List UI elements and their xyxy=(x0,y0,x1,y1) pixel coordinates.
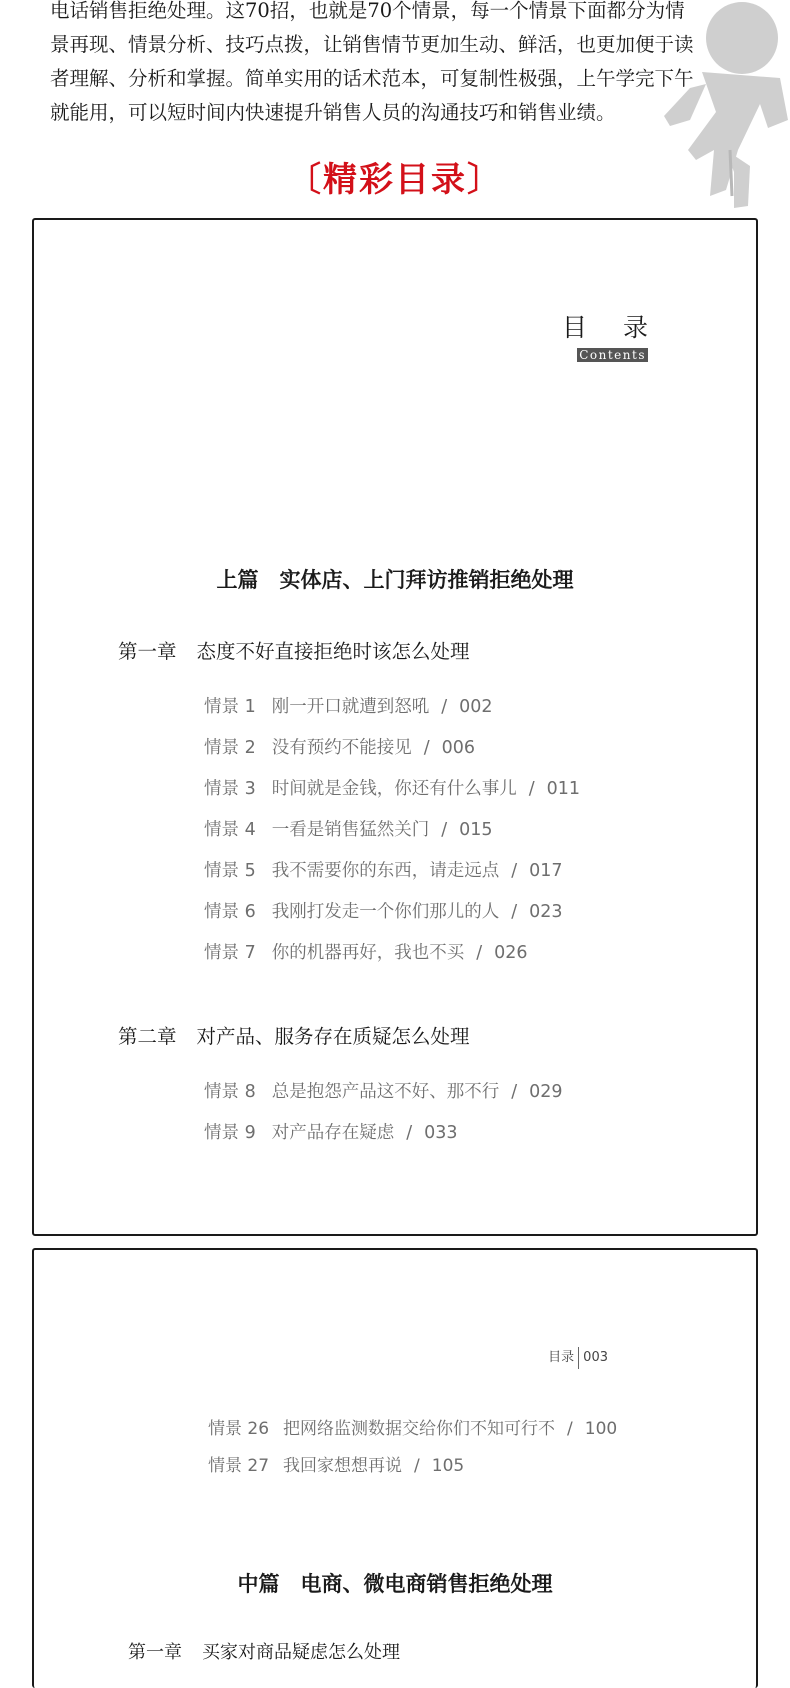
toc-entry xyxy=(204,939,528,964)
scene-title: 没有预约不能接见 xyxy=(271,738,412,758)
running-head-label: 目录 xyxy=(548,1350,575,1365)
separator: / xyxy=(528,779,535,799)
toc-entry xyxy=(204,693,493,718)
separator: / xyxy=(511,902,518,922)
section-title-text: 精彩目录 xyxy=(323,160,467,200)
running-head-divider xyxy=(578,1347,579,1369)
scene-title: 对产品存在疑虑 xyxy=(271,1123,395,1143)
scene-page: 011 xyxy=(546,779,581,799)
chapter-title xyxy=(118,1021,470,1049)
separator: / xyxy=(511,861,518,881)
intro-line: 就能用，可以短时间内快速提升销售人员的沟通技巧和销售业绩。 xyxy=(50,101,616,124)
scene-title: 一看是销售猛然关门 xyxy=(271,820,430,840)
part-title: 中篇 电商、微电商销售拒绝处理 xyxy=(237,1572,553,1596)
chapter-label: 第一章 xyxy=(118,640,177,663)
toc-entry xyxy=(204,1119,458,1144)
intro-line: 景再现、情景分析、技巧点拨，让销售情节更加生动、鲜活，也更加便于读 xyxy=(50,33,694,56)
scene-title: 把网络监测数据交给你们不知可行不 xyxy=(283,1419,556,1439)
separator: / xyxy=(476,943,483,963)
scene-number: 情景 2 xyxy=(204,738,256,758)
separator: / xyxy=(406,1123,413,1143)
toc-heading-title: 目 录 xyxy=(562,313,662,342)
scene-number: 情景 7 xyxy=(204,943,256,963)
intro-line: 电话销售拒绝处理。这70招，也就是70个情景，每一个情景下面都分为情 xyxy=(50,0,685,22)
scene-title: 我刚打发走一个你们那儿的人 xyxy=(271,902,500,922)
toc-entry xyxy=(204,898,563,923)
separator: / xyxy=(441,697,448,717)
toc-entry xyxy=(204,816,493,841)
scene-page: 015 xyxy=(459,820,493,840)
toc-entry xyxy=(204,857,563,882)
scene-number: 情景 1 xyxy=(204,697,256,717)
scene-number: 情景 8 xyxy=(204,1082,256,1102)
toc-heading-subtitle: Contents xyxy=(579,348,646,362)
scene-number: 情景 5 xyxy=(204,861,256,881)
scene-number: 情景 4 xyxy=(204,820,256,840)
toc-page-2 xyxy=(32,1248,758,1688)
separator: / xyxy=(414,1456,420,1476)
running-head xyxy=(548,1346,608,1369)
scene-title: 你的机器再好，我也不买 xyxy=(271,943,465,963)
toc-entry xyxy=(208,1414,617,1439)
scene-page: 006 xyxy=(441,738,476,758)
scene-title: 我回家想想再说 xyxy=(283,1456,403,1476)
chapter-title xyxy=(128,1638,400,1664)
scene-number: 情景 9 xyxy=(204,1123,256,1143)
scene-page: 029 xyxy=(529,1082,563,1102)
separator: / xyxy=(511,1082,518,1102)
intro-paragraph xyxy=(50,0,740,130)
running-head-page: 003 xyxy=(583,1350,608,1365)
scene-page: 100 xyxy=(584,1419,618,1439)
scene-number: 情景 3 xyxy=(204,779,256,799)
section-title xyxy=(0,152,790,201)
scene-page: 105 xyxy=(431,1456,465,1476)
scene-page: 033 xyxy=(424,1123,458,1143)
part-title: 上篇 实体店、上门拜访推销拒绝处理 xyxy=(216,568,574,592)
intro-line: 者理解、分析和掌握。简单实用的话术范本，可复制性极强，上午学完下午 xyxy=(50,67,694,90)
chapter-title xyxy=(118,636,470,664)
toc-entry xyxy=(208,1451,464,1476)
toc-entry xyxy=(204,734,475,759)
scene-number: 情景 26 xyxy=(208,1419,270,1439)
separator: / xyxy=(567,1419,573,1439)
bracket-right-icon: 〕 xyxy=(467,160,503,200)
chapter-name: 对产品、服务存在质疑怎么处理 xyxy=(196,1025,470,1048)
scene-page: 017 xyxy=(529,861,563,881)
toc-page-1 xyxy=(32,218,758,1236)
scene-title: 总是抱怨产品这不好、那不行 xyxy=(271,1082,500,1102)
chapter-name: 买家对商品疑虑怎么处理 xyxy=(202,1642,400,1663)
toc-entry xyxy=(204,775,580,800)
chapter-label: 第一章 xyxy=(128,1642,182,1663)
scene-number: 情景 27 xyxy=(208,1456,270,1476)
scene-number: 情景 6 xyxy=(204,902,256,922)
toc-entry xyxy=(204,1078,563,1103)
scene-title: 时间就是金钱，你还有什么事儿 xyxy=(271,779,517,799)
separator: / xyxy=(441,820,448,840)
toc-heading xyxy=(562,308,662,363)
chapter-name: 态度不好直接拒绝时该怎么处理 xyxy=(196,640,470,663)
scene-title: 我不需要你的东西，请走远点 xyxy=(271,861,500,881)
scene-page: 026 xyxy=(494,943,528,963)
scene-title: 刚一开口就遭到怒吼 xyxy=(271,697,430,717)
separator: / xyxy=(423,738,430,758)
scene-page: 002 xyxy=(459,697,493,717)
chapter-label: 第二章 xyxy=(118,1025,177,1048)
bracket-left-icon: 〔 xyxy=(287,160,323,200)
scene-page: 023 xyxy=(529,902,563,922)
